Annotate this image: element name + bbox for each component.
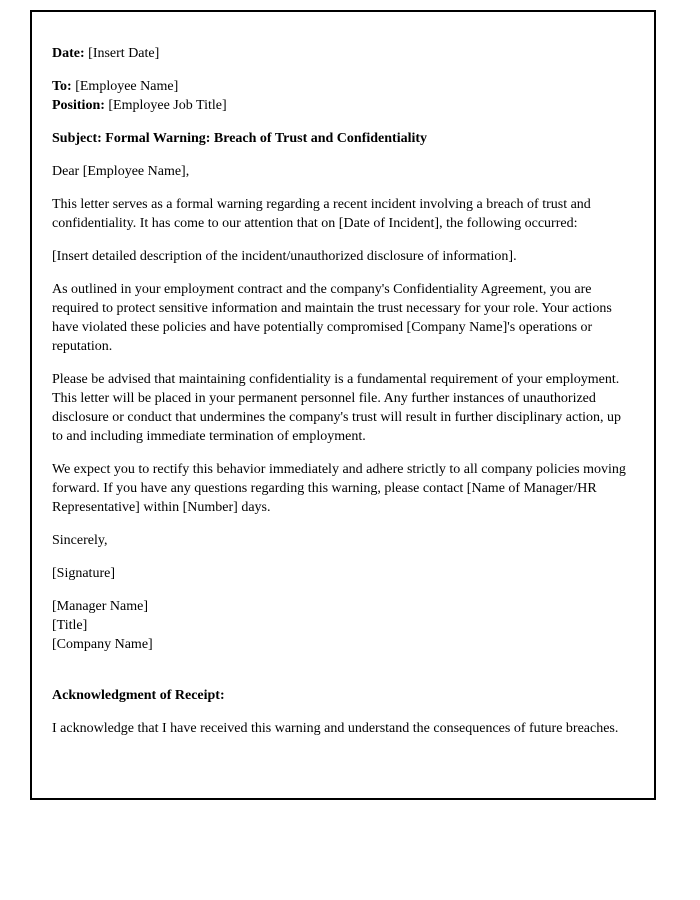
letter-body [52,44,634,738]
to-value: [Employee Name] [75,79,179,94]
letter-frame [30,10,656,800]
position-field [52,96,634,115]
position-value: [Employee Job Title] [108,98,227,113]
date-value: [Insert Date] [88,46,160,61]
signature-title: [Title] [52,618,88,633]
position-label: Position: [52,98,105,113]
body-paragraph: We expect you to rectify this behavior immediately and adhere strictly to all company policies moving forward. If you have any questions regarding this warning, please contact [Name of Manager/HR Representative] within [Number] days. [52,462,626,515]
to-label: To: [52,79,72,94]
date-field [52,44,634,63]
body-paragraph: Please be advised that maintaining confidentiality is a fundamental requirement of your employment. This letter will be placed in your permanent personnel file. Any further instances of unauthorized disclosure or conduct that undermines the company's trust will result in further disciplinary action, up to and including immediate termination of employment. [52,372,622,444]
date-label: Date: [52,46,85,61]
body-paragraph: As outlined in your employment contract and the company's Confidentiality Agreement, you are required to protect sensitive information and maintain the trust necessary for your role. Your actions have violated these policies and have potentially compromised [Company Name]'s operations or reputation. [52,282,612,354]
to-field [52,77,634,96]
signature-placeholder: [Signature] [52,566,115,581]
signature-name: [Manager Name] [52,599,149,614]
acknowledgment-heading: Acknowledgment of Receipt: [52,688,225,703]
closing: Sincerely, [52,533,108,548]
signature-company: [Company Name] [52,637,153,652]
salutation: Dear [Employee Name], [52,164,190,179]
body-paragraph: This letter serves as a formal warning regarding a recent incident involving a breach of trust and confidentiality. It has come to our attention that on [Date of Incident], the following occurred: [52,197,591,231]
body-paragraph: [Insert detailed description of the incident/unauthorized disclosure of information]. [52,249,517,264]
subject-line: Subject: Formal Warning: Breach of Trust and Confidentiality [52,131,428,146]
acknowledgment-text: I acknowledge that I have received this warning and understand the consequences of future breaches. [52,721,619,736]
